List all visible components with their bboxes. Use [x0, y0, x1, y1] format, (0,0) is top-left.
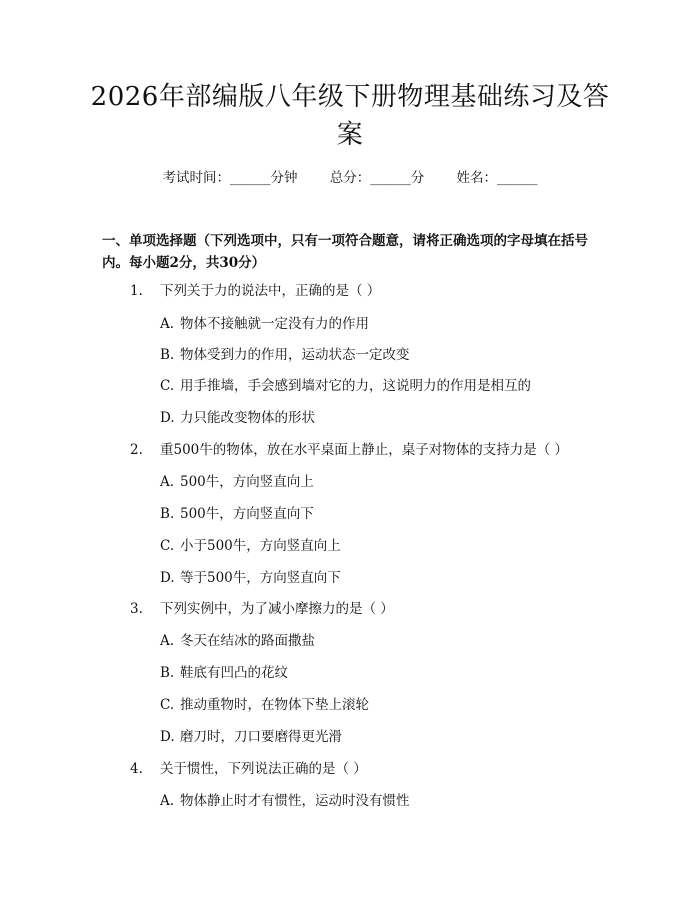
option-text: 冬天在结冰的路面撒盐: [180, 633, 315, 649]
option-text: 物体受到力的作用，运动状态一定改变: [180, 347, 410, 363]
question-2: [130, 440, 568, 460]
option-3c: [160, 695, 369, 715]
option-3d: [160, 727, 342, 747]
option-3a: [160, 631, 315, 651]
option-3b: [160, 663, 288, 683]
option-letter: B.: [160, 506, 175, 522]
option-2d: [160, 568, 341, 588]
section-heading: 一、单项选择题（下列选项中，只有一项符合题意，请将正确选项的字母填在括号内。每小题2分，共30分）: [102, 233, 588, 271]
question-text: 下列实例中，为了减小摩擦力的是（ ）: [160, 601, 394, 617]
option-4a: [160, 791, 410, 811]
option-1c: [160, 376, 531, 396]
exam-time-field: 考试时间：______分钟: [162, 170, 298, 186]
option-letter: A.: [160, 474, 175, 490]
question-text: 下列关于力的说法中，正确的是（ ）: [160, 283, 381, 299]
option-text: 等于500牛，方向竖直向下: [180, 570, 341, 586]
option-text: 物体静止时才有惯性，运动时没有惯性: [180, 793, 410, 809]
question-number: 4.: [130, 761, 143, 777]
option-letter: A.: [160, 316, 175, 332]
page-title: 2026年部编版八年级下册物理基础练习及答案: [90, 82, 610, 150]
option-letter: D.: [160, 570, 175, 586]
option-letter: A.: [160, 633, 175, 649]
student-name-field: 姓名：______: [456, 170, 538, 186]
question-text: 重500牛的物体，放在水平桌面上静止，桌子对物体的支持力是（ ）: [160, 442, 569, 458]
option-text: 500牛，方向竖直向下: [180, 506, 314, 522]
option-letter: C.: [160, 538, 175, 554]
option-text: 推动重物时，在物体下垫上滚轮: [180, 697, 369, 713]
option-text: 力只能改变物体的形状: [180, 410, 315, 426]
question-text: 关于惯性，下列说法正确的是（ ）: [160, 761, 367, 777]
option-letter: B.: [160, 665, 175, 681]
option-letter: C.: [160, 697, 175, 713]
option-letter: D.: [160, 729, 175, 745]
question-number: 3.: [130, 601, 143, 617]
option-text: 小于500牛，方向竖直向上: [180, 538, 341, 554]
question-4: [130, 759, 367, 779]
question-number: 1.: [130, 283, 143, 299]
option-letter: D.: [160, 410, 175, 426]
option-2b: [160, 504, 314, 524]
option-1a: [160, 314, 369, 334]
option-1b: [160, 345, 410, 365]
option-letter: C.: [160, 378, 175, 394]
question-number: 2.: [130, 442, 143, 458]
option-text: 500牛，方向竖直向上: [180, 474, 314, 490]
option-letter: B.: [160, 347, 175, 363]
option-2a: [160, 472, 314, 492]
exam-info-line: [0, 168, 700, 188]
option-text: 物体不接触就一定没有力的作用: [180, 316, 369, 332]
option-text: 磨刀时，刀口要磨得更光滑: [180, 729, 342, 745]
option-text: 鞋底有凹凸的花纹: [180, 665, 288, 681]
option-letter: A.: [160, 793, 175, 809]
option-text: 用手推墙，手会感到墙对它的力，这说明力的作用是相互的: [180, 378, 531, 394]
option-1d: [160, 408, 315, 428]
question-1: [130, 281, 380, 301]
question-3: [130, 599, 394, 619]
option-2c: [160, 536, 341, 556]
total-score-field: 总分：______分: [329, 170, 425, 186]
